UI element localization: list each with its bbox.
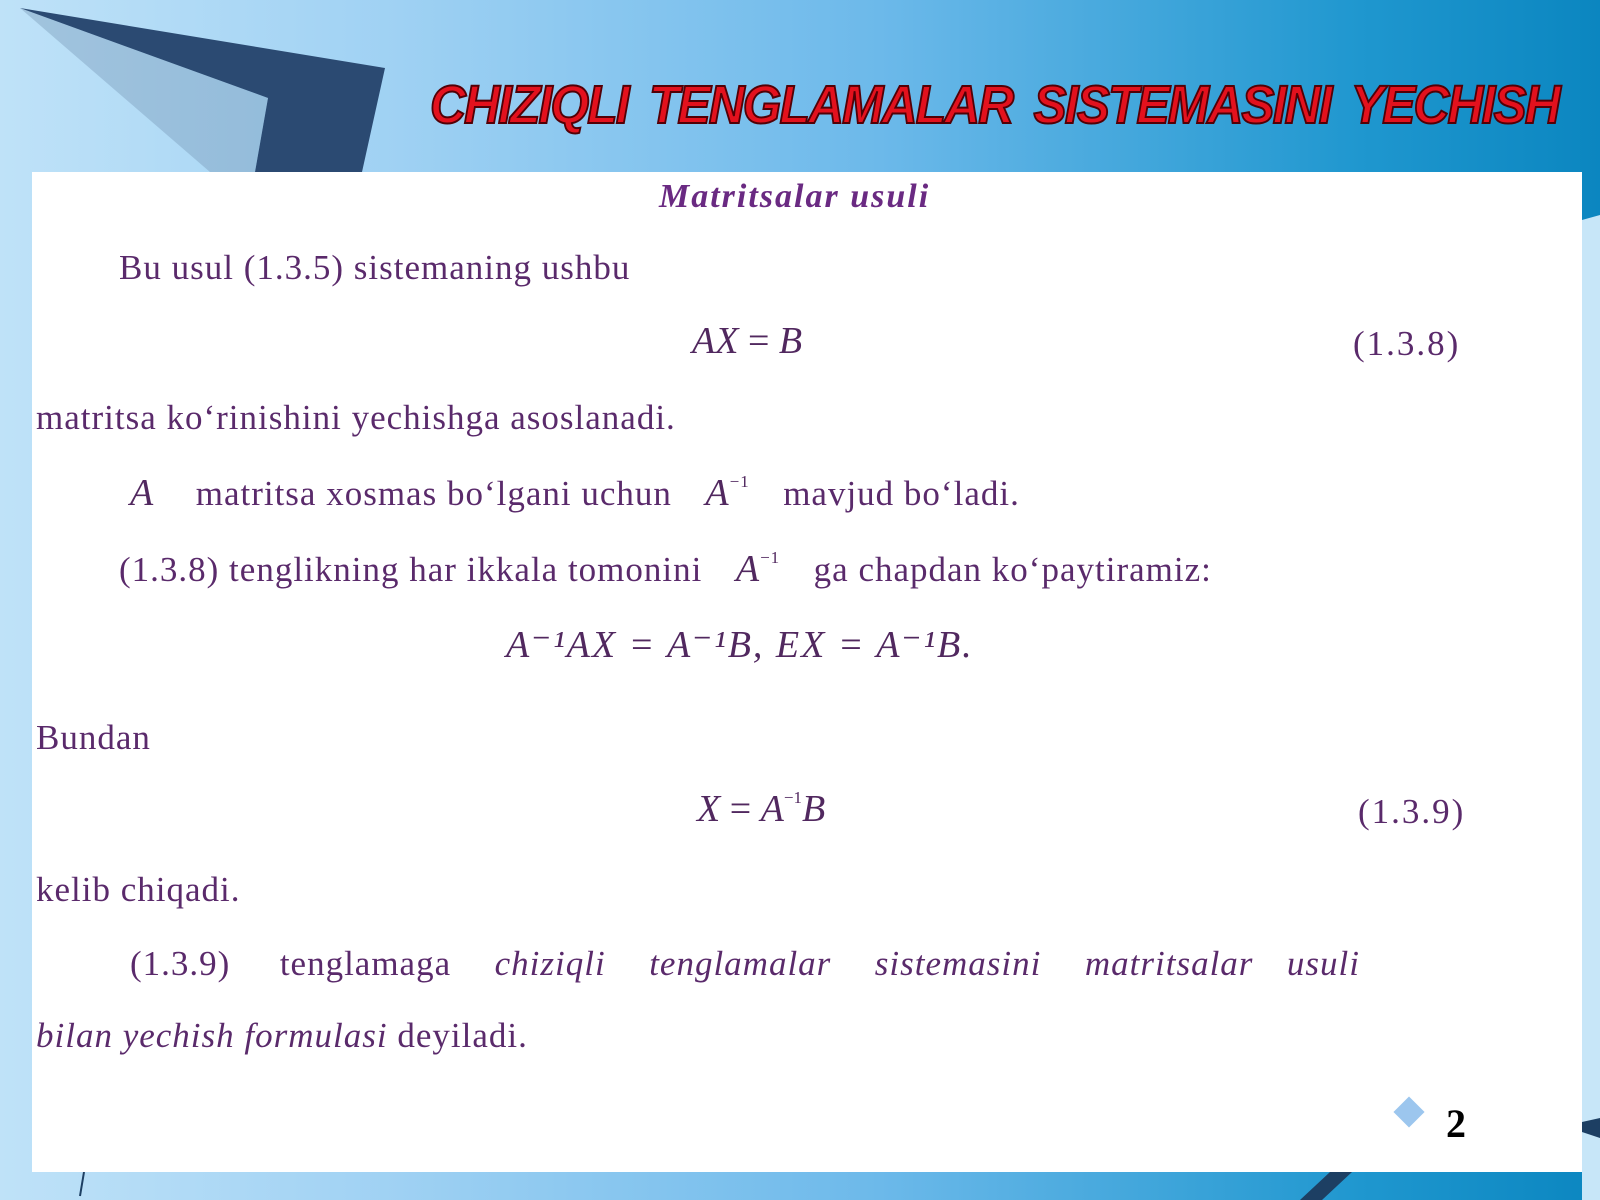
paragraph-line-8: [36, 1018, 528, 1053]
paragraph-line-2: matritsa ko‘rinishini yechishga asoslanadi.: [36, 398, 676, 437]
paragraph-line-3: [130, 474, 1020, 512]
line7-italic-4: matritsalar: [1084, 944, 1254, 983]
right-edge-strip: [1582, 215, 1600, 1200]
eq3-equals: =: [729, 788, 761, 830]
equation-number-138: (1.3.8): [1353, 324, 1461, 363]
paragraph-line-4: [119, 550, 1212, 588]
line7-italic-1: chiziqli: [494, 944, 606, 983]
paragraph-line-5: Bundan: [36, 718, 151, 757]
slide-title: CHIZIQLI TENGLAMALAR SISTEMASINI YECHISH: [430, 75, 1559, 135]
equation-x-solution: [697, 790, 825, 828]
line7-text: tenglamaga: [279, 944, 452, 983]
line7-italic-5: usuli: [1286, 944, 1360, 983]
equation-number-139: (1.3.9): [1358, 792, 1466, 831]
line7-italic-2: tenglamalar: [649, 944, 832, 983]
line8-text: deyiladi.: [397, 1016, 528, 1055]
eq3-rhs: B: [801, 788, 826, 830]
bottom-dark-wedge: [1300, 1172, 1352, 1200]
matrix-a-symbol: A: [130, 472, 155, 514]
equation-multiplied: A⁻¹AX = A⁻¹B, EX = A⁻¹B.: [506, 624, 974, 666]
bottom-left-tick: [80, 1172, 84, 1196]
matrix-a-inverse-symbol: $A^{-1}$: [705, 472, 750, 514]
line7-italic-3: sistemasini: [874, 944, 1042, 983]
equation-ax-b: [692, 322, 802, 360]
line4-inverse-symbol: $A^{-1}$: [735, 548, 781, 590]
line3-text-2: mavjud bo‘ladi.: [783, 474, 1020, 513]
eq1-rhs: B: [778, 320, 803, 362]
eq1-lhs: AX: [692, 320, 739, 362]
section-subtitle: Matritsalar usuli: [659, 178, 931, 215]
eq3-inverse: $A^{-1}$: [760, 788, 802, 830]
line7-number: (1.3.9): [130, 944, 231, 983]
line8-italic: bilan yechish formulasi: [36, 1016, 388, 1055]
eq3-lhs: X: [697, 788, 721, 830]
line4-text-2: ga chapdan ko‘paytiramiz:: [813, 550, 1212, 589]
content-panel: [32, 172, 1582, 1172]
paragraph-line-1: Bu usul (1.3.5) sistemaning ushbu: [119, 248, 631, 287]
line4-text-1: (1.3.8) tenglikning har ikkala tomonini: [119, 550, 703, 589]
paragraph-line-7: [130, 946, 1360, 981]
line3-text-1: matritsa xosmas bo‘lgani uchun: [195, 474, 672, 513]
eq1-equals: =: [747, 320, 779, 362]
paragraph-line-6: kelib chiqadi.: [36, 870, 241, 909]
page-number: 2: [1446, 1101, 1466, 1146]
